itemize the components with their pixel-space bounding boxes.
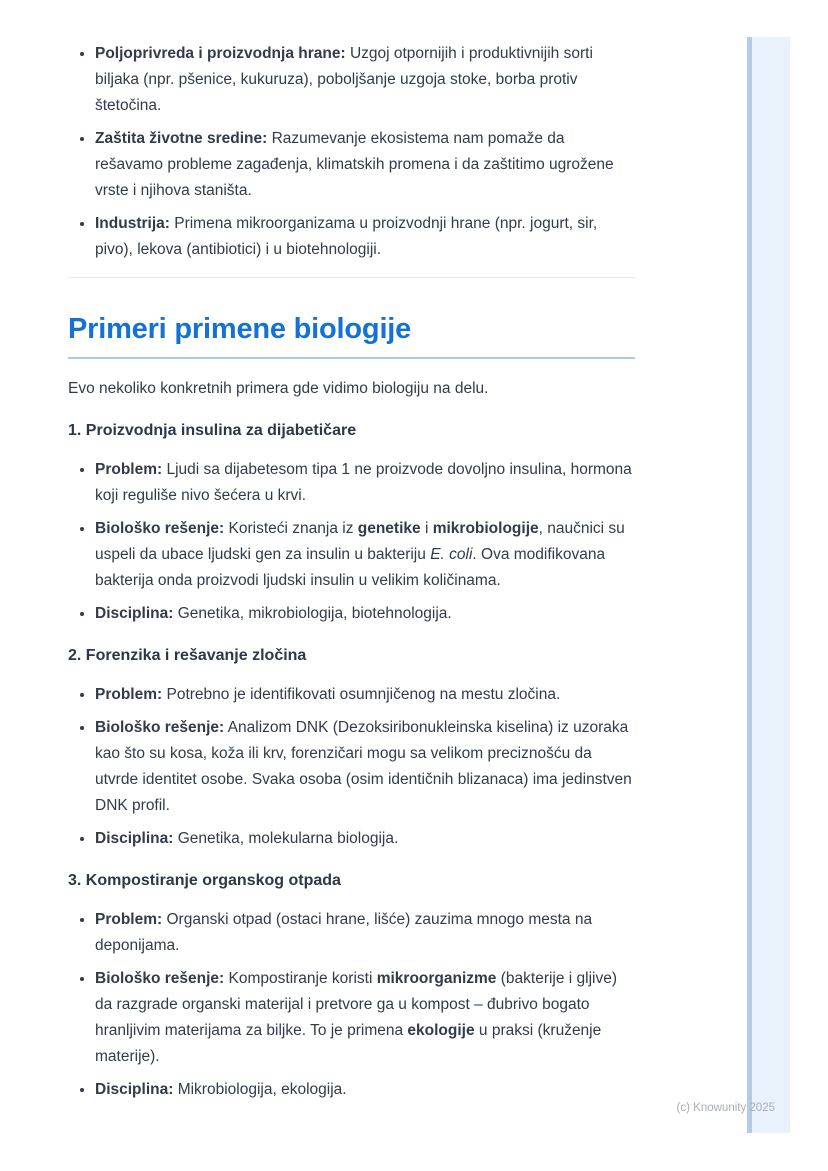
intro-text: Evo nekoliko konkretnih primera gde vidimo biologiju na delu. [68,380,489,397]
bullet-text-bold: mikrobiologije [432,520,539,537]
list-item [95,1076,635,1103]
document-content [68,0,635,1109]
copyright-notice: (c) Knowunity 2025 [676,1102,775,1114]
bullet-lead: Disciplina: [95,830,174,847]
page-edge-bar [747,37,790,1133]
bullet-text: u praksi (kruženje materije). [95,1022,602,1065]
bullet-lead: Biološko rešenje: [95,719,225,736]
bullet-lead: Problem: [95,461,163,478]
bullet-lead: Zaštita životne sredine: [95,130,268,147]
bullet-lead: Problem: [95,686,163,703]
bullet-text: . Ova modifikovana bakterija onda proizvodi ljudski insulin u velikim količinama. [95,546,606,589]
bullet-lead: Biološko rešenje: [95,970,225,987]
bullet-lead: Industrija: [95,215,170,232]
list-item [95,456,635,509]
bullet-text: Koristeći znanja iz [224,520,358,537]
bullet-text: Mikrobiologija, ekologija. [173,1081,347,1098]
bullet-text: Uzgoj otpornijih i produktivnijih sorti biljaka (npr. pšenice, kukuruza), poboljšanje uzgoja stoke, borba protiv štetočina. [95,45,593,114]
example-3-list [68,906,635,1103]
bullet-text-bold: mikroorganizme [376,970,497,987]
list-item [95,714,635,819]
list-item [95,965,635,1070]
bullet-text-italic: E. coli [430,546,473,563]
bullet-text: Kompostiranje koristi [224,970,377,987]
list-item [95,600,635,627]
applications-list [68,40,635,263]
list-item [95,825,635,852]
list-item [95,681,635,708]
bullet-text: Organski otpad (ostaci hrane, lišće) zauzima mnogo mesta na deponijama. [95,911,593,954]
list-item [95,125,635,204]
bullet-text: Primena mikroorganizama u proizvodnji hrane (npr. jogurt, sir, pivo), lekova (antibiotici) i u biotehnologiji. [95,215,598,258]
list-item [95,210,635,263]
section-divider [68,277,635,278]
example-3-title: 3. Kompostiranje organskog otpada [68,872,341,889]
bullet-lead: Biološko rešenje: [95,520,225,537]
bullet-text: Genetika, mikrobiologija, biotehnologija. [173,605,452,622]
example-1-title: 1. Proizvodnja insulina za dijabetičare [68,422,357,439]
bullet-lead: Poljoprivreda i proizvodnja hrane: [95,45,346,62]
list-item [95,906,635,959]
bullet-text: Genetika, molekularna biologija. [173,830,399,847]
example-2-list [68,681,635,852]
bullet-lead: Disciplina: [95,1081,174,1098]
bullet-text: Razumevanje ekosistema nam pomaže da rešavamo probleme zagađenja, klimatskih promena i da zaštitimo ugrožene vrste i njihova staništa. [95,130,614,199]
bullet-text: Potrebno je identifikovati osumnjičenog na mestu zločina. [162,686,561,703]
bullet-lead: Disciplina: [95,605,174,622]
example-1-list [68,456,635,627]
example-2-title: 2. Forenzika i rešavanje zločina [68,647,307,664]
bullet-text-bold: ekologije [407,1022,475,1039]
list-item [95,515,635,594]
bullet-text: Ljudi sa dijabetesom tipa 1 ne proizvode dovoljno insulina, hormona koji reguliše nivo šećera u krvi. [95,461,632,504]
bullet-text: (bakterije i gljive) da razgrade organski materijal i pretvore ga u kompost – đubrivo bogato hranljivim materijama za biljke. To je primena [95,970,618,1039]
bullet-text: , naučnici su uspeli da ubace ljudski gen za insulin u bakteriju [95,520,625,563]
page-title: Primeri primene biologije [68,312,635,359]
bullet-text: i [420,520,433,537]
bullet-text-bold: genetike [357,520,421,537]
list-item [95,40,635,119]
bullet-text: Analizom DNK (Dezoksiribonukleinska kiselina) iz uzoraka kao što su kosa, koža ili krv, forenzičari mogu sa velikom preciznošću da utvrde identitet osobe. Svaka osoba (osim identičnih blizanaca) ima jedinstven DNK profil. [95,719,632,814]
bullet-lead: Problem: [95,911,163,928]
